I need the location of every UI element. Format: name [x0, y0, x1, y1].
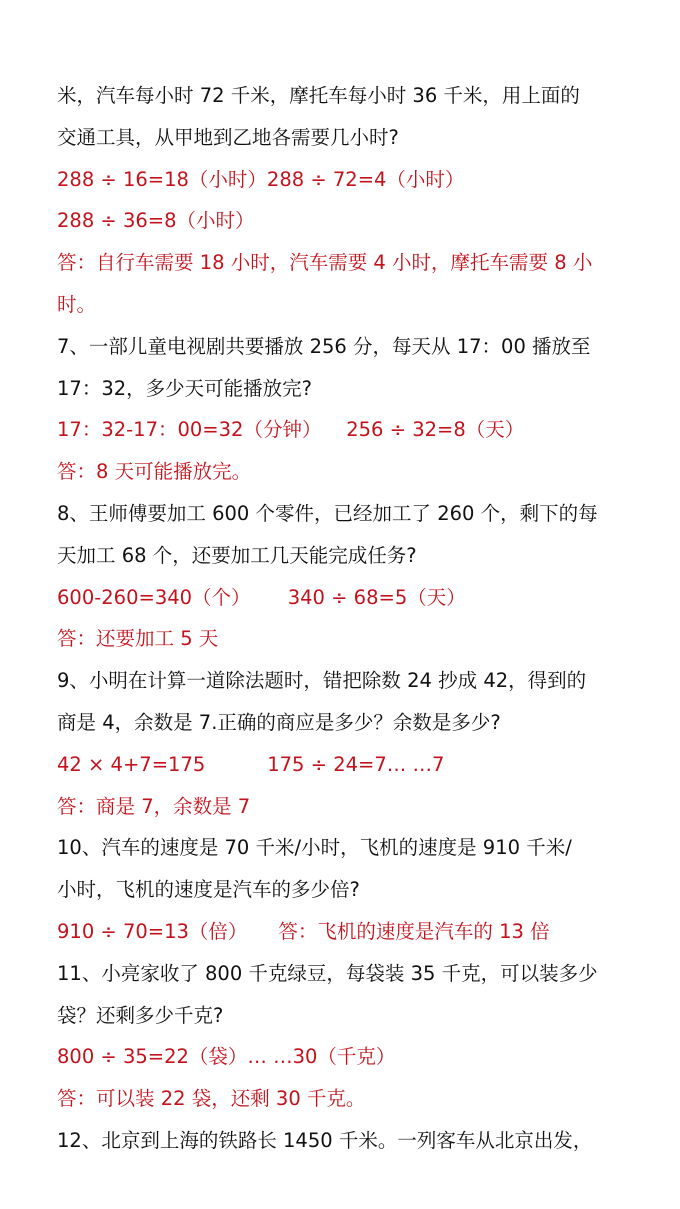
- answer-line: 答：8 天可能播放完。: [57, 460, 252, 484]
- answer-line: 288 ÷ 36=8（小时）: [57, 209, 255, 233]
- question-line: 8、王师傅要加工 600 个零件，已经加工了 260 个，剩下的每: [57, 501, 598, 525]
- question-line: 米，汽车每小时 72 千米，摩托车每小时 36 千米，用上面的: [57, 84, 580, 107]
- question-line: 天加工 68 个，还要加工几天能完成任务?: [57, 543, 417, 567]
- question-line: 11、小亮家收了 800 千克绿豆，每袋装 35 千克，可以装多少: [57, 961, 598, 985]
- question-line: 7、一部儿童电视剧共要播放 256 分，每天从 17：00 播放至: [57, 334, 591, 358]
- question-line: 交通工具，从甲地到乙地各需要几小时?: [57, 125, 399, 149]
- answer-line: 答：自行车需要 18 小时，汽车需要 4 小时，摩托车需要 8 小: [57, 251, 593, 275]
- answer-line: 答：商是 7，余数是 7: [57, 794, 251, 818]
- question-line: 9、小明在计算一道除法题时，错把除数 24 抄成 42，得到的: [57, 669, 587, 693]
- question-line: 17：32，多少天可能播放完?: [57, 376, 312, 400]
- answer-line: 时。: [57, 292, 97, 316]
- answer-line: 答：还要加工 5 天: [57, 627, 219, 651]
- document-body: [57, 75, 637, 1162]
- question-line: 10、汽车的速度是 70 千米/小时，飞机的速度是 910 千米/: [57, 836, 572, 860]
- question-line: 12、北京到上海的铁路长 1450 千米。一列客车从北京出发，: [57, 1128, 593, 1152]
- answer-line: 17：32-17：00=32（分钟） 256 ÷ 32=8（天）: [57, 418, 525, 442]
- answer-line: 答：可以装 22 袋，还剩 30 千克。: [57, 1087, 366, 1111]
- answer-line: 42 × 4+7=175 175 ÷ 24=7… …7: [57, 752, 445, 776]
- question-line: 商是 4，余数是 7.正确的商应是多少？余数是多少?: [57, 710, 501, 734]
- answer-line: 288 ÷ 16=18（小时）288 ÷ 72=4（小时）: [57, 167, 465, 191]
- answer-line: 600-260=340（个） 340 ÷ 68=5（天）: [57, 585, 466, 609]
- question-line: 袋？还剩多少千克?: [57, 1003, 224, 1027]
- answer-line: 910 ÷ 70=13（倍） 答：飞机的速度是汽车的 13 倍: [57, 919, 550, 943]
- answer-line: 800 ÷ 35=22（袋）… …30（千克）: [57, 1045, 396, 1069]
- question-line: 小时，飞机的速度是汽车的多少倍?: [57, 878, 360, 902]
